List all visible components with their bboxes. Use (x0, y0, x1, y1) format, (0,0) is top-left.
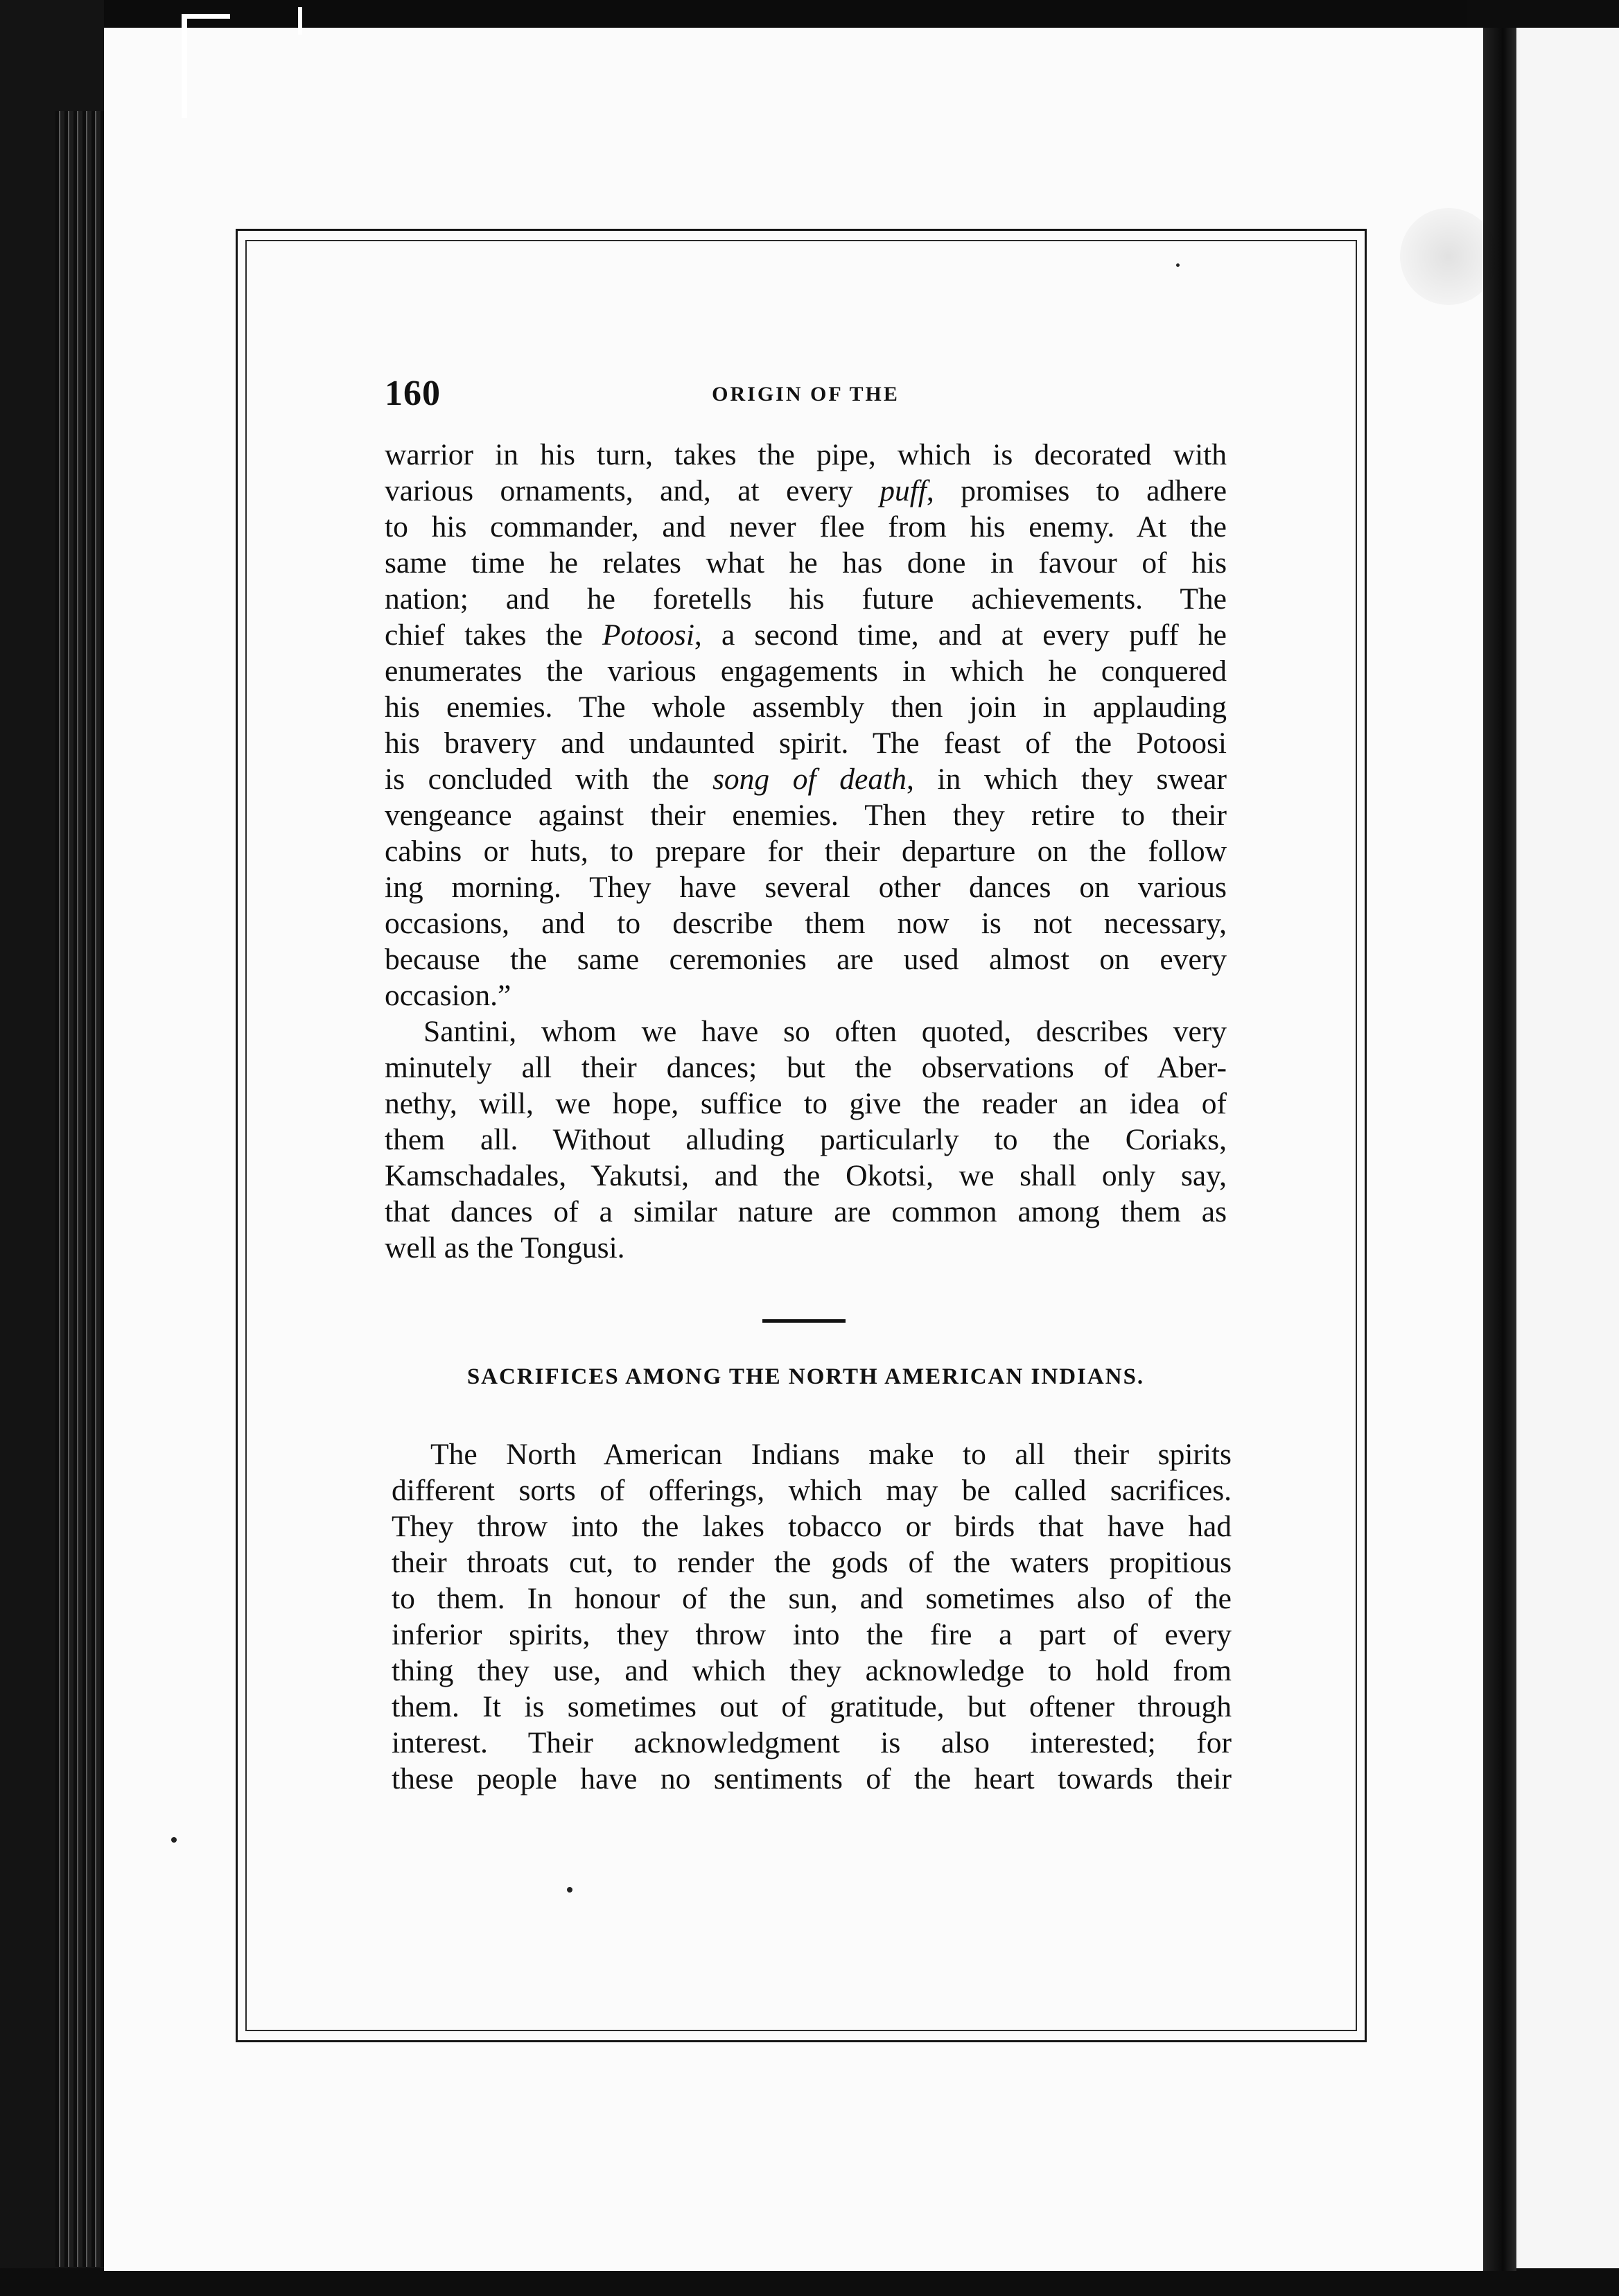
text-line: them all. Without alluding particularly to the Coriaks, (385, 1123, 1227, 1156)
page-number: 160 (385, 374, 441, 413)
scan-background-bottom (0, 2268, 1619, 2296)
ink-speck (171, 1837, 177, 1843)
italic-term: puff (879, 474, 927, 507)
text-line: to them. In honour of the sun, and sometimes also of the (392, 1582, 1232, 1615)
text-line: these people have no sentiments of the heart towards their (392, 1762, 1232, 1795)
text-line: Kamschadales, Yakutsi, and the Okotsi, we shall only say, (385, 1159, 1227, 1192)
text-line: that dances of a similar nature are common among them as (385, 1195, 1227, 1228)
text-line: is concluded with the song of death, in which they swear (385, 763, 1227, 796)
scan-scratch-mark (298, 7, 302, 35)
text-line: The North American Indians make to all their spirits (430, 1438, 1232, 1471)
paragraph-continued (385, 437, 1227, 1266)
text-line: to his commander, and never flee from his enemy. At the (385, 510, 1227, 543)
running-head (385, 373, 1227, 421)
text-line: Santini, whom we have so often quoted, describes very (423, 1015, 1227, 1048)
scan-scratch-mark (182, 14, 230, 19)
page-smudge (1400, 208, 1497, 305)
italic-term: Potoosi (602, 618, 694, 652)
text-line: their throats cut, to render the gods of the waters propitious (392, 1546, 1232, 1579)
text-line: thing they use, and which they acknowledge to hold from (392, 1654, 1232, 1687)
text-line: warrior in his turn, takes the pipe, which is decorated with (385, 438, 1227, 471)
text-line: occasion.” (385, 979, 511, 1012)
facing-page-edge (1516, 28, 1619, 2296)
running-title: ORIGIN OF THE (712, 383, 900, 406)
ink-speck (567, 1887, 572, 1893)
text-line: interest. Their acknowledgment is also interested; for (392, 1726, 1232, 1759)
text-line: them. It is sometimes out of gratitude, but oftener through (392, 1690, 1232, 1723)
text-line: different sorts of offerings, which may be called sacrifices. (392, 1474, 1232, 1507)
text-line: occasions, and to describe them now is not necessary, (385, 907, 1227, 940)
text-line: nation; and he foretells his future achievements. The (385, 582, 1227, 616)
text-line: same time he relates what he has done in favour of his (385, 546, 1227, 580)
section-divider (762, 1319, 846, 1323)
book-page-edges (55, 111, 111, 2267)
scan-scratch-mark (182, 14, 187, 118)
text-line: his bravery and undaunted spirit. The feast of the Potoosi (385, 727, 1227, 760)
section-heading: SACRIFICES AMONG THE NORTH AMERICAN INDIANS. (466, 1364, 1145, 1389)
text-line: his enemies. The whole assembly then join in applauding (385, 690, 1227, 724)
italic-term: song of death (712, 763, 907, 796)
text-line: They throw into the lakes tobacco or birds that have had (392, 1510, 1232, 1543)
text-line: because the same ceremonies are used almost on every (385, 943, 1227, 976)
paragraph-sacrifices (392, 1436, 1232, 1797)
text-line: well as the Tongusi. (385, 1231, 625, 1264)
text-line: cabins or huts, to prepare for their departure on the follow (385, 835, 1227, 868)
ink-speck (1176, 263, 1180, 267)
text-line: various ornaments, and, at every puff, promises to adhere (385, 474, 1227, 507)
text-line: chief takes the Potoosi, a second time, and at every puff he (385, 618, 1227, 652)
text-line: enumerates the various engagements in which he conquered (385, 654, 1227, 688)
text-line: ing morning. They have several other dances on various (385, 871, 1227, 904)
text-line: vengeance against their enemies. Then they retire to their (385, 799, 1227, 832)
text-line: nethy, will, we hope, suffice to give the reader an idea of (385, 1087, 1227, 1120)
text-line: inferior spirits, they throw into the fire a part of every (392, 1618, 1232, 1651)
paragraph-santini (385, 1014, 1227, 1266)
book-spine-shadow (1483, 28, 1516, 2271)
text-line: minutely all their dances; but the observations of Aber- (385, 1051, 1227, 1084)
